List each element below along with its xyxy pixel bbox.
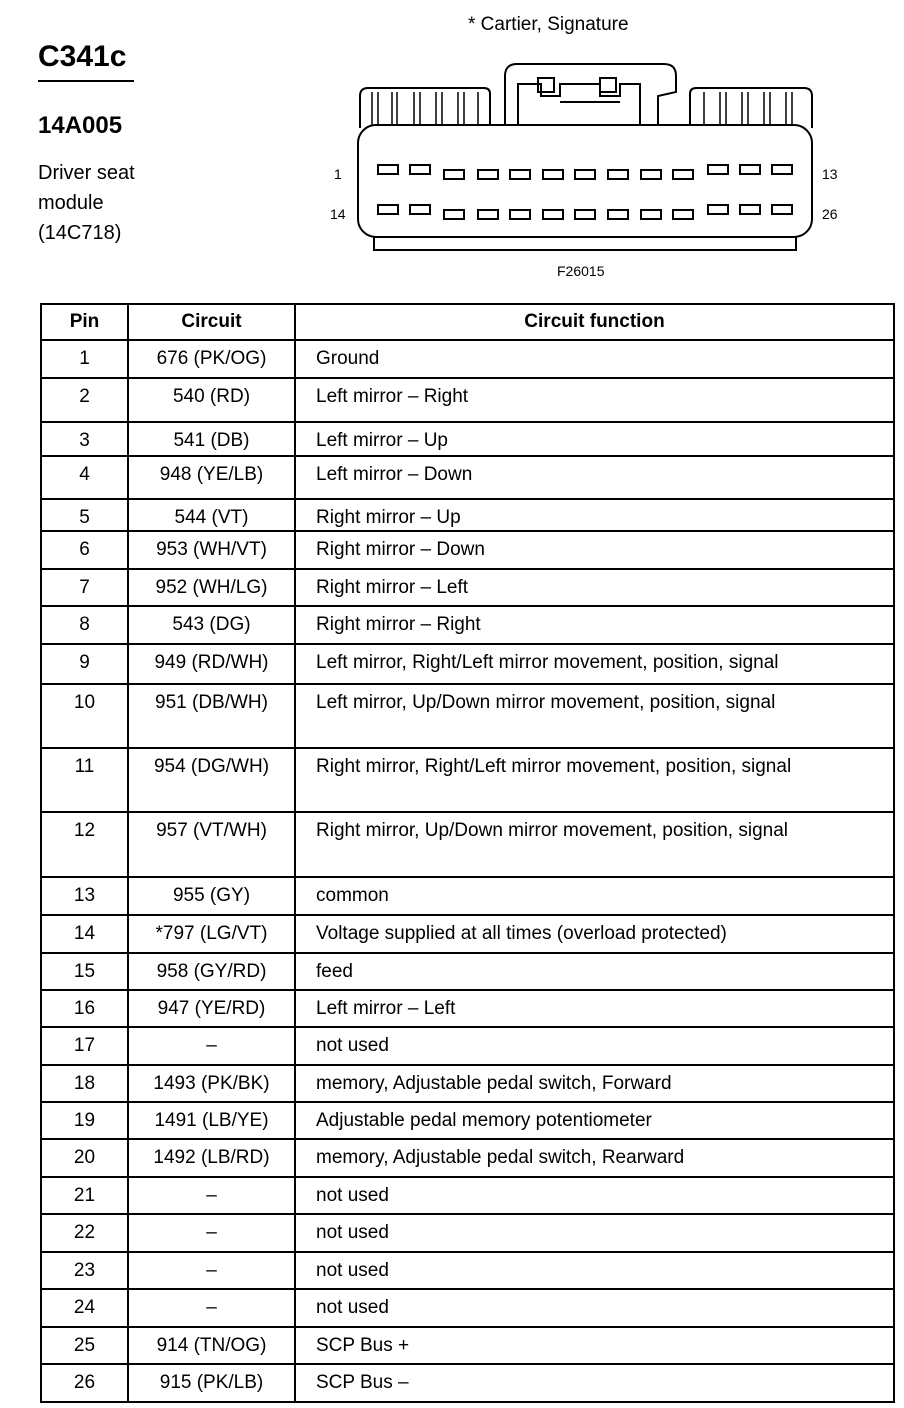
header-circuit: Circuit <box>128 304 295 340</box>
function-cell: Left mirror – Left <box>295 990 894 1027</box>
function-cell: Right mirror – Up <box>295 499 894 531</box>
function-cell: Voltage supplied at all times (overload protected) <box>295 915 894 953</box>
table-row <box>41 877 894 915</box>
pin-cell: 22 <box>41 1214 128 1252</box>
circuit-cell: 955 (GY) <box>128 877 295 915</box>
pin-cell: 4 <box>41 456 128 499</box>
pin-cell: 5 <box>41 499 128 531</box>
pin-cell: 14 <box>41 915 128 953</box>
table-row <box>41 1364 894 1402</box>
pin-cell: 20 <box>41 1139 128 1177</box>
table-row <box>41 748 894 812</box>
function-cell: not used <box>295 1027 894 1065</box>
circuit-cell: 954 (DG/WH) <box>128 748 295 812</box>
circuit-cell: 1492 (LB/RD) <box>128 1139 295 1177</box>
function-cell: Left mirror – Right <box>295 378 894 422</box>
table-row <box>41 1289 894 1327</box>
description-line: (14C718) <box>38 222 122 244</box>
function-cell: Right mirror, Right/Left mirror movement, position, signal <box>295 748 894 812</box>
connector-diagram <box>0 0 904 300</box>
circuit-cell: 676 (PK/OG) <box>128 340 295 378</box>
part-number: 14A005 <box>38 112 123 139</box>
pin-cell: 2 <box>41 378 128 422</box>
function-cell: not used <box>295 1289 894 1327</box>
function-cell: not used <box>295 1214 894 1252</box>
description-line: Driver seat <box>38 162 135 184</box>
pin-label-1: 1 <box>334 166 342 182</box>
table-row <box>41 1027 894 1065</box>
function-cell: Right mirror, Up/Down mirror movement, position, signal <box>295 812 894 877</box>
circuit-cell: *797 (LG/VT) <box>128 915 295 953</box>
function-cell: SCP Bus – <box>295 1364 894 1402</box>
pin-cell: 8 <box>41 606 128 644</box>
function-cell: not used <box>295 1252 894 1289</box>
function-cell: Left mirror – Up <box>295 422 894 456</box>
circuit-cell: 541 (DB) <box>128 422 295 456</box>
table-row <box>41 1177 894 1214</box>
pin-cell: 9 <box>41 644 128 684</box>
circuit-cell: 947 (YE/RD) <box>128 990 295 1027</box>
pin-cell: 19 <box>41 1102 128 1139</box>
pin-cell: 11 <box>41 748 128 812</box>
pin-cell: 7 <box>41 569 128 606</box>
function-cell: Right mirror – Down <box>295 531 894 569</box>
circuit-cell: – <box>128 1289 295 1327</box>
connector-id: C341c <box>38 40 127 73</box>
pinout-table <box>40 303 895 1403</box>
header-pin: Pin <box>41 304 128 340</box>
circuit-cell: 1493 (PK/BK) <box>128 1065 295 1102</box>
pin-cell: 3 <box>41 422 128 456</box>
circuit-cell: 951 (DB/WH) <box>128 684 295 748</box>
circuit-cell: 958 (GY/RD) <box>128 953 295 990</box>
circuit-cell: – <box>128 1177 295 1214</box>
function-cell: not used <box>295 1177 894 1214</box>
header-function: Circuit function <box>295 304 894 340</box>
table-row <box>41 953 894 990</box>
table-row <box>41 812 894 877</box>
function-cell: feed <box>295 953 894 990</box>
circuit-cell: 949 (RD/WH) <box>128 644 295 684</box>
pin-cell: 6 <box>41 531 128 569</box>
function-cell: Left mirror – Down <box>295 456 894 499</box>
function-cell: Right mirror – Left <box>295 569 894 606</box>
function-cell: Ground <box>295 340 894 378</box>
circuit-cell: 957 (VT/WH) <box>128 812 295 877</box>
pin-cell: 16 <box>41 990 128 1027</box>
function-cell: Right mirror – Right <box>295 606 894 644</box>
circuit-cell: 914 (TN/OG) <box>128 1327 295 1364</box>
table-row <box>41 531 894 569</box>
circuit-cell: – <box>128 1027 295 1065</box>
circuit-cell: 953 (WH/VT) <box>128 531 295 569</box>
table-row <box>41 569 894 606</box>
circuit-cell: 544 (VT) <box>128 499 295 531</box>
pin-label-26: 26 <box>822 206 838 222</box>
table-row <box>41 1102 894 1139</box>
function-cell: Left mirror, Right/Left mirror movement, position, signal <box>295 644 894 684</box>
table-row <box>41 1252 894 1289</box>
table-row <box>41 1214 894 1252</box>
circuit-cell: 1491 (LB/YE) <box>128 1102 295 1139</box>
pin-cell: 26 <box>41 1364 128 1402</box>
pin-cell: 23 <box>41 1252 128 1289</box>
function-cell: SCP Bus + <box>295 1327 894 1364</box>
pin-cell: 1 <box>41 340 128 378</box>
pin-cell: 25 <box>41 1327 128 1364</box>
function-cell: memory, Adjustable pedal switch, Forward <box>295 1065 894 1102</box>
circuit-cell: 540 (RD) <box>128 378 295 422</box>
description-line: module <box>38 192 104 214</box>
table-row <box>41 499 894 531</box>
table-row <box>41 606 894 644</box>
pin-cell: 21 <box>41 1177 128 1214</box>
table-row <box>41 1065 894 1102</box>
table-row <box>41 1327 894 1364</box>
function-cell: Adjustable pedal memory potentiometer <box>295 1102 894 1139</box>
pin-cell: 24 <box>41 1289 128 1327</box>
pin-cell: 17 <box>41 1027 128 1065</box>
table-row <box>41 378 894 422</box>
pin-label-13: 13 <box>822 166 838 182</box>
table-row <box>41 422 894 456</box>
circuit-cell: 948 (YE/LB) <box>128 456 295 499</box>
circuit-cell: – <box>128 1252 295 1289</box>
circuit-cell: 543 (DG) <box>128 606 295 644</box>
pin-label-14: 14 <box>330 206 346 222</box>
pin-cell: 12 <box>41 812 128 877</box>
table-row <box>41 990 894 1027</box>
table-row <box>41 684 894 748</box>
table-row <box>41 456 894 499</box>
pin-cell: 10 <box>41 684 128 748</box>
table-row <box>41 915 894 953</box>
table-row <box>41 340 894 378</box>
pin-cell: 13 <box>41 877 128 915</box>
table-row <box>41 644 894 684</box>
function-cell: memory, Adjustable pedal switch, Rearward <box>295 1139 894 1177</box>
function-cell: common <box>295 877 894 915</box>
circuit-cell: 915 (PK/LB) <box>128 1364 295 1402</box>
pin-cell: 18 <box>41 1065 128 1102</box>
function-cell: Left mirror, Up/Down mirror movement, position, signal <box>295 684 894 748</box>
pin-cell: 15 <box>41 953 128 990</box>
table-row <box>41 1139 894 1177</box>
table-header-row <box>41 304 894 340</box>
circuit-cell: – <box>128 1214 295 1252</box>
figure-id: F26015 <box>557 263 605 279</box>
circuit-cell: 952 (WH/LG) <box>128 569 295 606</box>
diagram-note: * Cartier, Signature <box>468 14 629 35</box>
